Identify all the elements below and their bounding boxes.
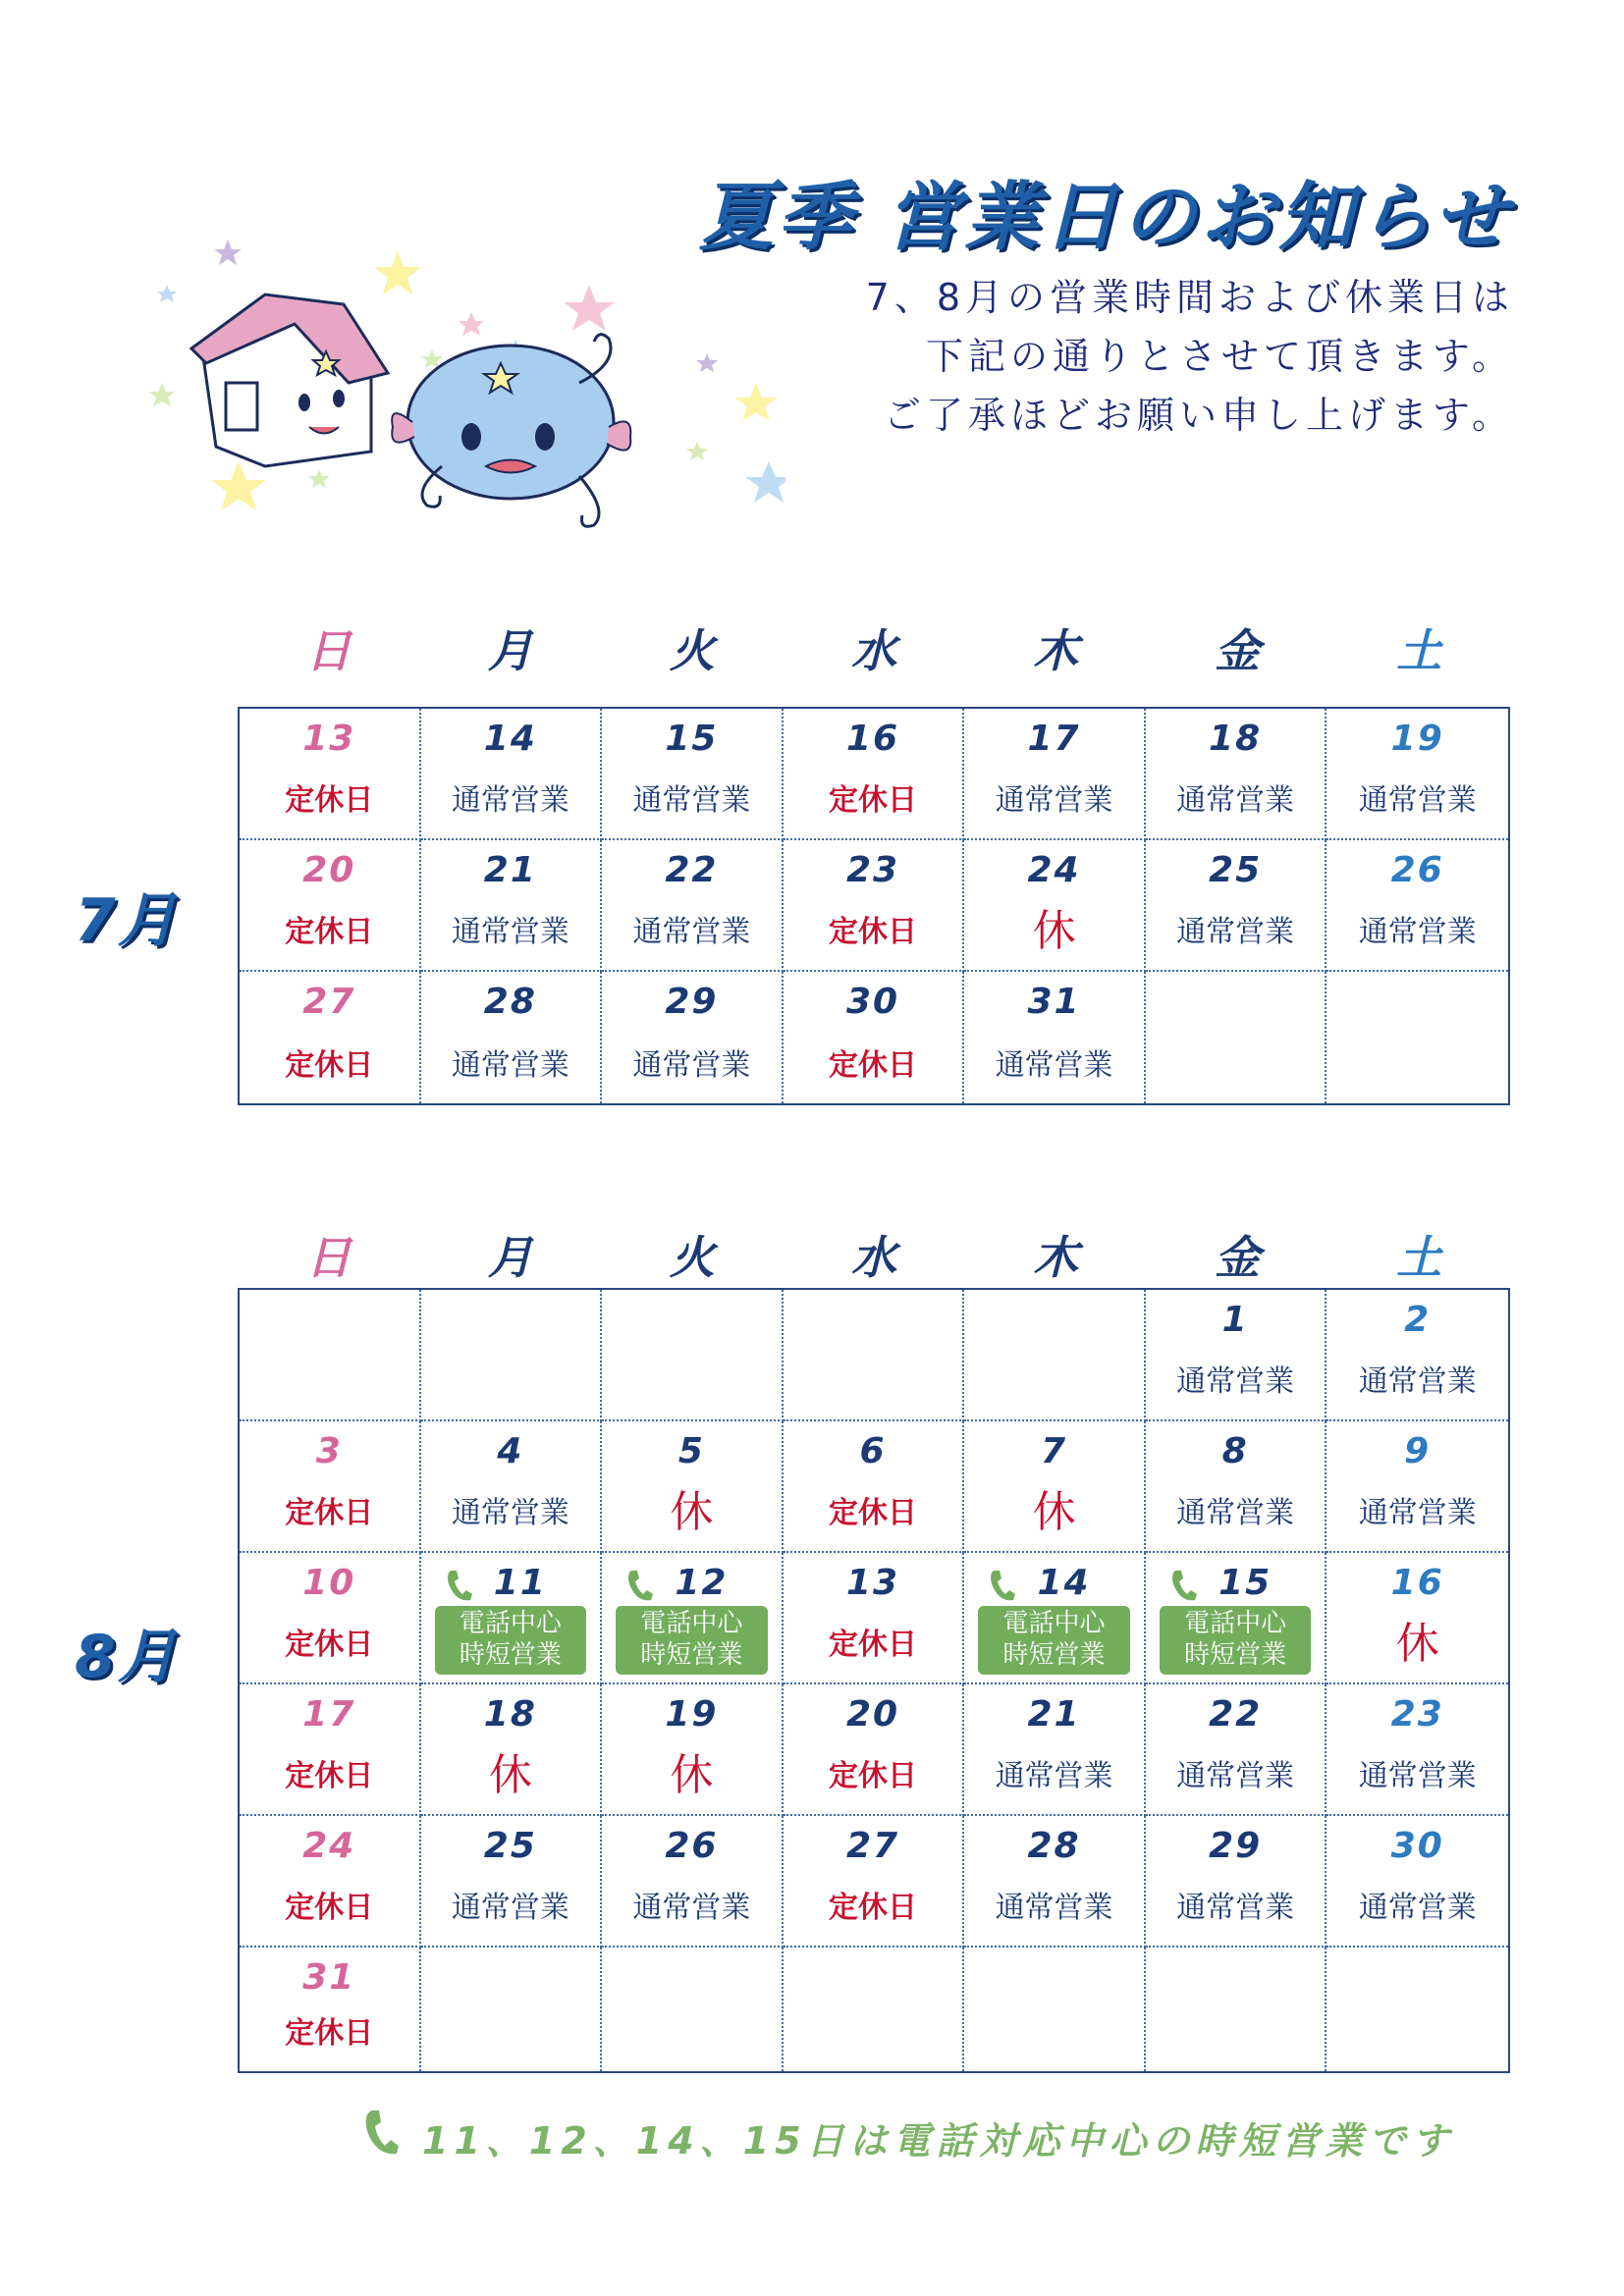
status-open: 通常営業 — [1358, 1364, 1477, 1399]
calendar-cell — [240, 1553, 421, 1684]
calendar-cell-empty — [964, 1290, 1146, 1421]
calendar-cell — [964, 1684, 1146, 1816]
calendar-cell-empty — [602, 1948, 784, 2071]
weekday-wed: 水 — [850, 624, 896, 677]
calendar-cell — [602, 1553, 784, 1684]
calendar-cell — [784, 1684, 965, 1816]
weekday-sun: 日 — [305, 624, 352, 677]
calendar-cell — [602, 709, 784, 840]
calendar-cell — [784, 1421, 965, 1553]
status-open: 通常営業 — [1176, 1364, 1295, 1399]
page-title: 夏季 営業日のお知らせ — [698, 173, 1512, 260]
status-holiday: 休 — [670, 1487, 714, 1537]
calendar-cell — [784, 1553, 965, 1684]
status-closed: 定休日 — [285, 915, 374, 949]
calendar-cell — [964, 1816, 1146, 1948]
calendar-cell — [784, 1816, 965, 1948]
calendar-cell — [421, 1421, 603, 1553]
status-open: 通常営業 — [632, 783, 751, 818]
calendar-cell — [1326, 1684, 1508, 1816]
calendar-cell — [240, 1421, 421, 1553]
weekday-thu: 木 — [1033, 1231, 1079, 1284]
day-number: 28 — [483, 982, 537, 1022]
calendar-cell — [602, 1421, 784, 1553]
status-open: 通常営業 — [1358, 1891, 1477, 1925]
status-closed: 定休日 — [285, 1048, 374, 1083]
month-label-july: 7月 — [75, 886, 179, 955]
weekday-thu: 木 — [1033, 624, 1079, 677]
day-number: 4 — [497, 1431, 524, 1471]
calendar-cell — [240, 1948, 421, 2071]
calendar-cell-empty — [421, 1948, 603, 2071]
month-label-august: 8月 — [75, 1623, 179, 1691]
day-number: 31 — [1027, 982, 1081, 1022]
day-number: 22 — [1209, 1694, 1263, 1735]
status-open: 通常営業 — [995, 1759, 1113, 1793]
day-number: 3 — [315, 1431, 343, 1471]
day-number: 16 — [845, 719, 900, 759]
calendar-cell — [1326, 1816, 1508, 1948]
calendar-cell — [1326, 1421, 1508, 1553]
status-closed: 定休日 — [285, 1628, 374, 1662]
day-number: 22 — [665, 850, 719, 890]
day-number: 21 — [483, 850, 537, 890]
calendar-cell-empty — [240, 1290, 421, 1421]
weekday-sat: 土 — [1396, 1231, 1442, 1284]
status-closed: 定休日 — [285, 1759, 374, 1793]
weekday-mon: 月 — [487, 624, 533, 677]
status-closed: 定休日 — [828, 915, 917, 949]
calendar-cell — [602, 840, 784, 972]
calendar-cell — [1146, 1684, 1327, 1816]
house-mascot — [191, 294, 388, 466]
lead-line-1: 7、8月の営業時間および休業日は — [865, 276, 1514, 319]
day-number: 29 — [1209, 1826, 1263, 1866]
weekday-tue: 火 — [669, 1231, 715, 1284]
calendar-cell-empty — [1326, 972, 1508, 1103]
day-number: 19 — [665, 1694, 719, 1735]
phone-icon — [988, 1569, 1017, 1602]
calendar-cell — [421, 972, 603, 1103]
day-number: 24 — [302, 1826, 356, 1866]
short-hours-line-1: 電話中心 — [640, 1609, 743, 1638]
status-holiday: 休 — [1032, 1487, 1076, 1537]
day-number: 25 — [1209, 850, 1263, 890]
calendar-cell — [1146, 709, 1327, 840]
calendar-cell — [1326, 1553, 1508, 1684]
calendar-cell-empty — [1146, 1948, 1327, 2071]
calendar-cell — [421, 1684, 603, 1816]
short-hours-line-2: 時短営業 — [459, 1640, 562, 1670]
day-number: 17 — [1027, 719, 1081, 759]
day-number: 14 — [483, 719, 537, 759]
short-hours-badge — [616, 1606, 768, 1675]
status-closed: 定休日 — [285, 2016, 374, 2051]
day-number: 25 — [483, 1826, 537, 1866]
status-holiday: 休 — [1395, 1619, 1439, 1669]
status-closed: 定休日 — [285, 1891, 374, 1925]
calendar-cell — [602, 1816, 784, 1948]
phone-icon — [361, 2107, 401, 2158]
calendar-cell — [1146, 1290, 1327, 1421]
status-open: 通常営業 — [451, 1891, 569, 1925]
calendar-cell-empty — [784, 1948, 965, 2071]
status-closed: 定休日 — [828, 1496, 917, 1530]
status-open: 通常営業 — [995, 1048, 1113, 1083]
calendar-cell — [1326, 709, 1508, 840]
status-open: 通常営業 — [1358, 1759, 1477, 1793]
status-open: 通常営業 — [451, 1496, 569, 1530]
calendar-cell — [240, 1816, 421, 1948]
calendar-cell — [602, 1684, 784, 1816]
day-number: 26 — [665, 1826, 719, 1866]
calendar-cell — [964, 972, 1146, 1103]
day-number: 18 — [483, 1694, 537, 1735]
status-open: 通常営業 — [1176, 1496, 1295, 1530]
weekday-fri: 金 — [1215, 1231, 1261, 1284]
day-number: 14 — [1037, 1563, 1091, 1603]
status-holiday: 休 — [670, 1750, 714, 1800]
day-number: 11 — [493, 1563, 547, 1603]
calendar-cell — [1326, 1290, 1508, 1421]
status-open: 通常営業 — [1176, 1891, 1295, 1925]
calendar-cell — [602, 972, 784, 1103]
status-open: 通常営業 — [632, 1891, 751, 1925]
day-number: 29 — [665, 982, 719, 1022]
july-calendar — [238, 707, 1510, 1105]
august-weekday-header — [238, 1223, 1510, 1292]
day-number: 15 — [665, 719, 719, 759]
status-closed: 定休日 — [828, 783, 917, 818]
calendar-cell-empty — [1326, 1948, 1508, 2071]
calendar-cell — [240, 972, 421, 1103]
day-number: 10 — [302, 1563, 356, 1603]
calendar-cell — [240, 709, 421, 840]
day-number: 21 — [1027, 1694, 1081, 1735]
status-open: 通常営業 — [995, 1891, 1113, 1925]
day-number: 7 — [1041, 1431, 1068, 1471]
day-number: 26 — [1390, 850, 1444, 890]
calendar-cell — [1146, 1816, 1327, 1948]
day-number: 5 — [677, 1431, 705, 1471]
status-open: 通常営業 — [1358, 783, 1477, 818]
weekday-sat: 土 — [1396, 624, 1442, 677]
day-number: 9 — [1404, 1431, 1432, 1471]
day-number: 6 — [859, 1431, 887, 1471]
status-open: 通常営業 — [1358, 1496, 1477, 1530]
calendar-cell — [421, 840, 603, 972]
day-number: 27 — [845, 1826, 900, 1866]
day-number: 2 — [1404, 1300, 1432, 1340]
day-number: 30 — [1390, 1826, 1444, 1866]
status-closed: 定休日 — [285, 783, 374, 818]
day-number: 28 — [1027, 1826, 1081, 1866]
short-hours-line-1: 電話中心 — [459, 1609, 562, 1638]
calendar-cell — [784, 840, 965, 972]
status-holiday: 休 — [1032, 906, 1076, 956]
status-open: 通常営業 — [995, 783, 1113, 818]
status-open: 通常営業 — [451, 1048, 569, 1083]
day-number: 1 — [1221, 1300, 1249, 1340]
status-open: 通常営業 — [1176, 915, 1295, 949]
day-number: 19 — [1390, 719, 1444, 759]
day-number: 17 — [302, 1694, 356, 1735]
footnote: 11、12、14、15日は電話対応中心の時短営業です — [422, 2119, 1455, 2163]
calendar-cell — [964, 1421, 1146, 1553]
calendar-cell — [421, 1816, 603, 1948]
calendar-cell — [1146, 840, 1327, 972]
calendar-cell-empty — [784, 1290, 965, 1421]
weekday-fri: 金 — [1215, 624, 1261, 677]
status-open: 通常営業 — [1358, 915, 1477, 949]
day-number: 18 — [1209, 719, 1263, 759]
calendar-cell-empty — [1146, 972, 1327, 1103]
day-number: 13 — [845, 1563, 900, 1603]
status-open: 通常営業 — [1176, 1759, 1295, 1793]
weekday-mon: 月 — [487, 1231, 533, 1284]
calendar-cell — [421, 1553, 603, 1684]
status-closed: 定休日 — [828, 1891, 917, 1925]
day-number: 15 — [1218, 1563, 1272, 1603]
calendar-cell — [784, 709, 965, 840]
short-hours-badge — [435, 1606, 587, 1675]
calendar-cell — [1326, 840, 1508, 972]
phone-icon — [445, 1569, 474, 1602]
phone-icon — [625, 1569, 655, 1602]
status-holiday: 休 — [488, 1750, 532, 1800]
day-number: 16 — [1390, 1563, 1444, 1603]
weekday-sun: 日 — [305, 1231, 352, 1284]
calendar-cell — [1146, 1553, 1327, 1684]
phone-icon — [1169, 1569, 1199, 1602]
status-open: 通常営業 — [632, 915, 751, 949]
calendar-cell — [964, 840, 1146, 972]
short-hours-line-2: 時短営業 — [1002, 1640, 1106, 1670]
day-number: 23 — [845, 850, 900, 890]
status-open: 通常営業 — [451, 915, 569, 949]
day-number: 20 — [302, 850, 356, 890]
calendar-cell — [421, 709, 603, 840]
mascot-illustration — [147, 226, 785, 560]
day-number: 12 — [675, 1563, 729, 1603]
day-number: 30 — [845, 982, 900, 1022]
short-hours-line-1: 電話中心 — [1184, 1609, 1287, 1638]
status-open: 通常営業 — [1176, 783, 1295, 818]
short-hours-line-1: 電話中心 — [1002, 1609, 1106, 1638]
calendar-cell — [964, 1553, 1146, 1684]
calendar-cell — [240, 1684, 421, 1816]
calendar-cell — [784, 972, 965, 1103]
status-closed: 定休日 — [285, 1496, 374, 1530]
day-number: 24 — [1027, 850, 1081, 890]
lead-line-3: ご了承ほどお願い申し上げます。 — [884, 394, 1514, 437]
weekday-wed: 水 — [850, 1231, 896, 1284]
day-number: 31 — [302, 1957, 356, 1998]
status-closed: 定休日 — [828, 1759, 917, 1793]
status-closed: 定休日 — [828, 1628, 917, 1662]
calendar-cell-empty — [964, 1948, 1146, 2071]
calendar-cell — [1146, 1421, 1327, 1553]
day-number: 23 — [1390, 1694, 1444, 1735]
short-hours-badge — [978, 1606, 1130, 1675]
day-number: 27 — [302, 982, 356, 1022]
status-open: 通常営業 — [632, 1048, 751, 1083]
day-number: 8 — [1221, 1431, 1249, 1471]
day-number: 13 — [302, 719, 356, 759]
lead-line-2: 下記の通りとさせて頂きます。 — [926, 335, 1514, 378]
august-calendar — [238, 1288, 1510, 2073]
calendar-cell-empty — [602, 1290, 784, 1421]
calendar-cell — [964, 709, 1146, 840]
short-hours-badge — [1160, 1606, 1312, 1675]
short-hours-line-2: 時短営業 — [640, 1640, 743, 1670]
status-open: 通常営業 — [451, 783, 569, 818]
day-number: 20 — [845, 1694, 900, 1735]
weekday-tue: 火 — [669, 624, 715, 677]
july-weekday-header — [238, 616, 1510, 685]
calendar-cell-empty — [421, 1290, 603, 1421]
calendar-cell — [240, 840, 421, 972]
short-hours-line-2: 時短営業 — [1184, 1640, 1287, 1670]
status-closed: 定休日 — [828, 1048, 917, 1083]
